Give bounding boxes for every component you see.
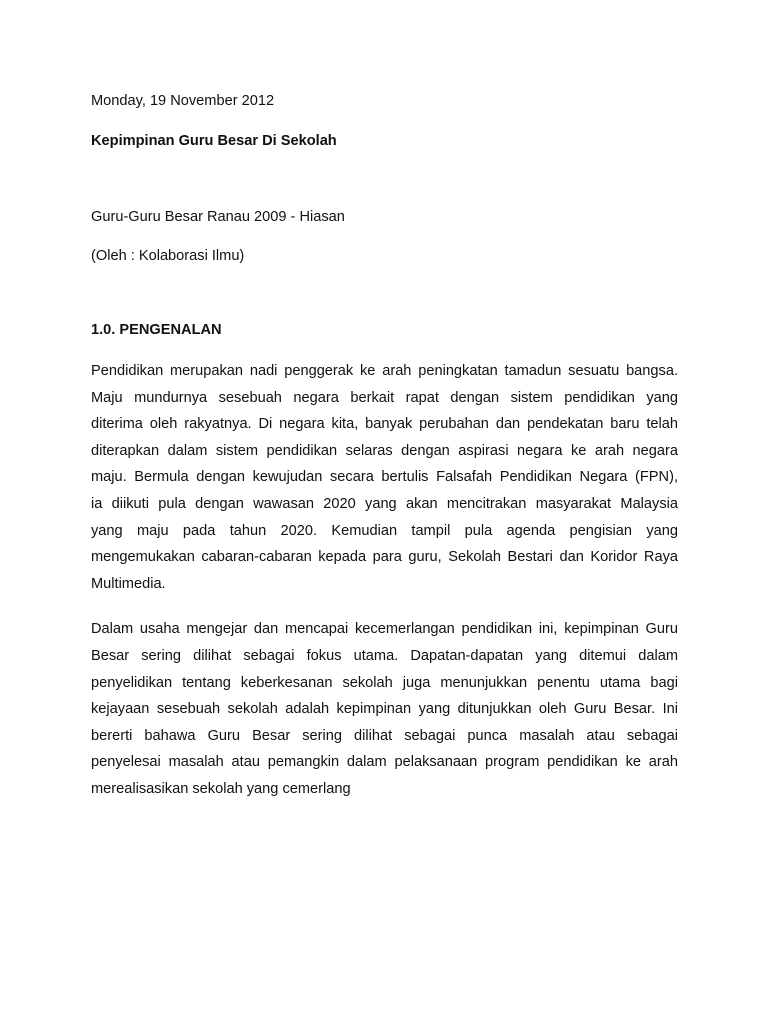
paragraph-line: Pendidikan merupakan nadi penggerak ke arah peningkatan tamadun sesuatu bangsa. xyxy=(91,363,678,379)
paragraph-line: Besar sering dilihat sebagai fokus utama. Dapatan-dapatan yang ditemui dalam xyxy=(91,647,678,664)
paragraph-1 xyxy=(91,358,678,597)
document-date: Monday, 19 November 2012 xyxy=(91,93,275,109)
paragraph-line: ia diikuti pula dengan wawasan 2020 yang akan mencitrakan masyarakat Malaysia xyxy=(91,495,678,512)
paragraph-line: Multimedia. xyxy=(91,575,166,592)
document-title: Kepimpinan Guru Besar Di Sekolah xyxy=(91,133,337,149)
paragraph-line: mengemukakan cabaran-cabaran kepada para guru, Sekolah Bestari dan Koridor Raya xyxy=(91,549,678,566)
document-byline: (Oleh : Kolaborasi Ilmu) xyxy=(91,248,245,264)
paragraph-line: diterapkan dalam sistem pendidikan selaras dengan aspirasi negara ke arah negara xyxy=(91,442,678,459)
paragraph-line: maju. Bermula dengan kewujudan secara bertulis Falsafah Pendidikan Negara (FPN), xyxy=(91,469,678,486)
paragraph-line: diterima oleh rakyatnya. Di negara kita, banyak perubahan dan pendekatan baru telah xyxy=(91,416,678,433)
paragraph-line: yang maju pada tahun 2020. Kemudian tampil pula agenda pengisian yang xyxy=(91,522,678,539)
paragraph-line: kejayaan sesebuah sekolah adalah kepimpinan yang ditunjukkan oleh Guru Besar. Ini xyxy=(91,701,678,718)
section-heading: 1.0. PENGENALAN xyxy=(91,322,222,338)
document-page xyxy=(91,91,678,822)
paragraph-line: Maju mundurnya sesebuah negara berkait rapat dengan sistem pendidikan yang xyxy=(91,389,678,406)
document-subtitle: Guru-Guru Besar Ranau 2009 - Hiasan xyxy=(91,209,345,225)
paragraph-2 xyxy=(91,616,678,802)
paragraph-line: penyelidikan tentang keberkesanan sekolah juga menunjukkan penentu utama bagi xyxy=(91,674,678,691)
paragraph-line: Dalam usaha mengejar dan mencapai kecemerlangan pendidikan ini, kepimpinan Guru xyxy=(91,621,678,638)
paragraph-line: penyelesai masalah atau pemangkin dalam pelaksanaan program pendidikan ke arah xyxy=(91,754,678,771)
paragraph-line: merealisasikan sekolah yang cemerlang xyxy=(91,780,351,797)
paragraph-line: bererti bahawa Guru Besar sering dilihat sebagai punca masalah atau sebagai xyxy=(91,727,678,744)
